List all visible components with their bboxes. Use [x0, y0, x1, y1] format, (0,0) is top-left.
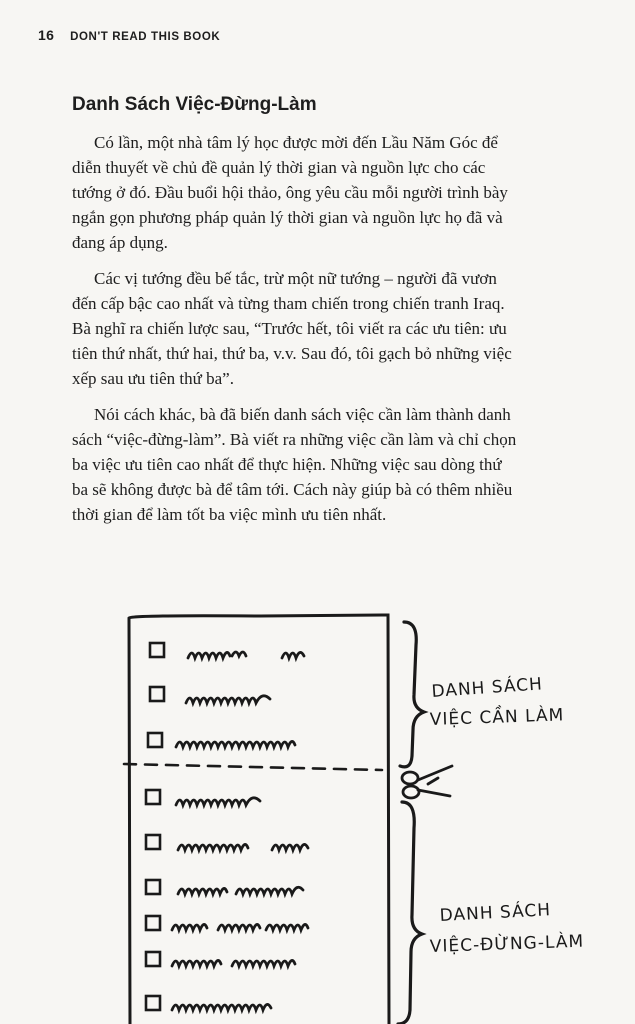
checkbox-row-1 — [150, 643, 304, 658]
checkbox-icon — [146, 996, 160, 1010]
checkbox-icon — [146, 952, 160, 966]
checkbox-icon — [146, 916, 160, 930]
checkbox-icon — [148, 733, 162, 747]
section-title: Danh Sách Việc-Đừng-Làm — [72, 94, 317, 115]
checkbox-row-9 — [146, 996, 271, 1010]
not-todo-label-line-1: DANH SÁCH — [439, 900, 552, 926]
paragraph-1 — [72, 130, 598, 255]
checkbox-row-8 — [146, 952, 295, 966]
checkbox-icon — [146, 790, 160, 804]
text-line: đang áp dụng. — [72, 233, 168, 252]
text-line: diễn thuyết về chủ đề quản lý thời gian và nguồn lực cho các — [72, 158, 486, 177]
brace-icon — [398, 802, 422, 1024]
dashed-cut-line — [124, 764, 382, 770]
text-line: tướng ở đó. Đầu buổi hội thảo, ông yêu cầu mỗi người trình bày — [72, 183, 508, 202]
text-line: tiên thứ nhất, thứ hai, thứ ba, v.v. Sau đó, tôi gạch bỏ những việc — [72, 344, 512, 363]
checkbox-row-4 — [146, 790, 260, 805]
checkbox-row-7 — [146, 916, 308, 930]
text-line: Bà nghĩ ra chiến lược sau, “Trước hết, tôi viết ra các ưu tiên: ưu — [72, 319, 507, 338]
text-line: ba sẽ không được bà để tâm tới. Cách này giúp bà có thêm nhiều — [72, 480, 513, 499]
scribble-text — [178, 887, 303, 894]
page-number: 16 — [38, 27, 55, 43]
running-header — [38, 27, 220, 43]
checkbox-icon — [146, 880, 160, 894]
text-line: sách “việc-đừng-làm”. Bà viết ra những việc cần làm và chỉ chọn — [72, 430, 517, 449]
scribble-text — [188, 652, 304, 658]
text-line: đến cấp bậc cao nhất và từng tham chiến trong chiến tranh Iraq. — [72, 294, 505, 313]
checkbox-row-5 — [146, 835, 308, 850]
book-title: DON'T READ THIS BOOK — [70, 31, 221, 43]
paragraph-2 — [72, 266, 598, 391]
scribble-text — [176, 798, 260, 805]
text-line: thời gian để làm tốt ba việc mình ưu tiên nhất. — [72, 505, 387, 524]
checkbox-row-6 — [146, 880, 303, 894]
checkbox-icon — [150, 643, 164, 657]
scribble-text — [176, 741, 295, 747]
checkbox-icon — [150, 687, 164, 701]
text-line: Các vị tướng đều bế tắc, trừ một nữ tướng – người đã vươn — [94, 269, 497, 288]
scribble-text — [178, 844, 308, 850]
text-line: ba việc ưu tiên cao nhất để thực hiện. Những việc sau dòng thứ — [72, 455, 502, 474]
text-line: Có lần, một nhà tâm lý học được mời đến Lầu Năm Góc để — [94, 133, 498, 152]
text-line: Nói cách khác, bà đã biến danh sách việc cần làm thành danh — [94, 405, 511, 424]
checkbox-icon — [146, 835, 160, 849]
paragraph-3 — [72, 402, 598, 527]
todo-label-line-1: DANH SÁCH — [430, 674, 544, 702]
checkbox-row-3 — [148, 733, 295, 747]
body-text — [72, 130, 598, 538]
not-todo-label-line-2: VIỆC-ĐỪNG-LÀM — [429, 931, 585, 957]
brace-icon — [400, 622, 424, 767]
scribble-text — [172, 924, 308, 930]
todo-list-illustration — [0, 600, 635, 1024]
scribble-text — [172, 1004, 271, 1010]
todo-label-line-2: VIỆC CẦN LÀM — [429, 705, 565, 730]
checkbox-row-2 — [150, 687, 270, 703]
text-line: ngắn gọn phương pháp quản lý thời gian và nguồn lực họ đã và — [72, 208, 503, 227]
scribble-text — [186, 696, 270, 703]
text-line: xếp sau ưu tiên thứ ba”. — [72, 369, 234, 388]
scribble-text — [172, 960, 295, 966]
scissors-icon — [402, 766, 452, 798]
